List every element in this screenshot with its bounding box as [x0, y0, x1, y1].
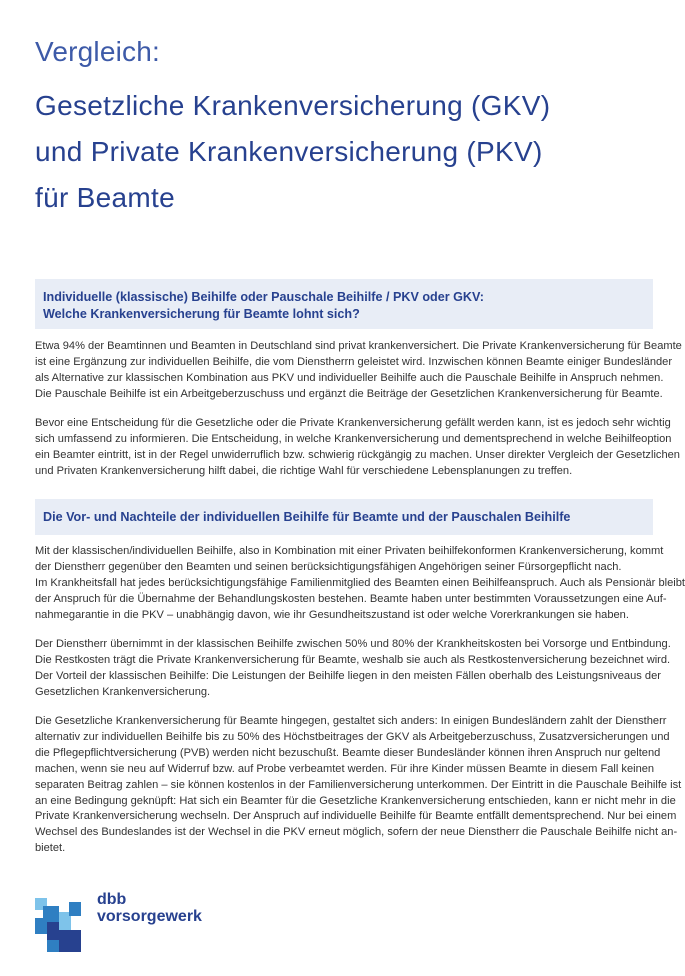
text-line: Der Vorteil der klassischen Beihilfe: Die Leistungen der Beihilfe liegen in den meisten Fällen oberhalb des Leistungsniveaus der — [35, 669, 661, 682]
section-1-paragraph-2 — [35, 416, 680, 480]
text-line: Der Dienstherr übernimmt in der klassischen Beihilfe zwischen 50% und 80% der Krankheitskosten bei Vorsorge und Entbindung. — [35, 638, 671, 650]
section-2-paragraph-1 — [35, 544, 685, 624]
text-line: Die Pauschale Beihilfe ist ein Arbeitgeberzuschuss und ergänzt die Beiträge der Gesetzlichen Krankenversicherung für Beamte. — [35, 387, 663, 400]
text-line: Gesetzlichen Krankenversicherung. — [35, 685, 211, 698]
text-line: Die Restkosten trägt die Private Krankenversicherung für Beamte, weshalb sie auch als Restkostenversicherung bezeichnet wird. — [35, 653, 671, 666]
section-1-heading-line-2: Welche Krankenversicherung für Beamte lohnt sich? — [43, 306, 360, 321]
text-line: ein Beamter eintritt, ist in der Regel unwiderruflich bzw. schwierig rückgängig zu machen. Unser direkter Vergleich der Gesetzlichen — [35, 448, 680, 461]
text-line: sich umfassend zu informieren. Die Entscheidung, in welche Krankenversicherung und dementsprechend in welche Beihilfeoption — [35, 432, 672, 445]
text-line: der Anspruch für die Übernahme der Behandlungskosten bestehen. Beamte haben unter bestimmten Voraussetzungen eine Auf- — [35, 592, 667, 605]
text-line: an eine Bedingung geknüpft: Hat sich ein Beamter für die Gesetzliche Krankenversicherung entschieden, kann er nicht mehr in die — [35, 794, 676, 807]
page-title-line-2: und Private Krankenversicherung (PKV) — [35, 136, 543, 167]
section-2-paragraph-2 — [35, 637, 671, 701]
logo-line-2: vorsorgewerk — [97, 908, 202, 925]
section-1-paragraph-1 — [35, 339, 682, 403]
text-line: Etwa 94% der Beamtinnen und Beamten in Deutschland sind privat krankenversichert. Die Private Krankenversicherung für Beamte — [35, 340, 682, 352]
text-line: alternativ zur individuellen Beihilfe bis zu 50% des Höchstbeitrages der GKV als Arbeitgeberzuschuss, Zusatzversicherungen und — [35, 730, 670, 743]
text-line: Wechsel des Bundeslandes ist der Wechsel in die PKV erneut möglich, sofern der neue Dienstherr die Pauschale Beihilfe nicht an- — [35, 826, 678, 839]
section-2-paragraph-3 — [35, 714, 682, 857]
section-2-heading-text: Die Vor- und Nachteile der individuellen Beihilfe für Beamte und der Pauschalen Beihilfe — [43, 510, 571, 524]
text-line: Im Krankheitsfall hat jedes berücksichtigungsfähige Familienmitglied des Beamten einen Beihilfeanspruch. Auch als Pensionär bleibt — [35, 576, 685, 589]
text-line: ist eine Ergänzung zur individuellen Beihilfe, die vom Dienstherrn geleistet wird. Inzwischen können Beamte einiger Bundesländer — [35, 355, 673, 368]
section-1-heading — [35, 279, 653, 329]
text-line: separaten Beitrag zahlen – sie können kostenlos in der Familienversicherung unterkommen. Der Eintritt in die Pauschale Beihilfe ist — [35, 778, 682, 791]
text-line: Bevor eine Entscheidung für die Gesetzliche oder die Private Krankenversicherung gefällt werden kann, ist es jedoch sehr wichtig — [35, 417, 671, 429]
text-line: und Privaten Krankenversicherung hilft dabei, die richtige Wahl für verschiedene Lebensplanungen zu treffen. — [35, 464, 573, 477]
section-1-heading-line-1: Individuelle (klassische) Beihilfe oder Pauschale Beihilfe / PKV oder GKV: — [43, 290, 484, 304]
text-line: bietet. — [35, 842, 66, 855]
text-line: Private Krankenversicherung wechseln. Der Anspruch auf individuelle Beihilfe für Beamte entfällt dementsprechend. Nur bei einem — [35, 810, 677, 823]
text-line: der Dienstherr gegenüber den Beamten und seinen berücksichtigungsfähigen Angehörigen seiner Fürsorgepflicht nach. — [35, 560, 622, 573]
text-line: Mit der klassischen/individuellen Beihilfe, also in Kombination mit einer Privaten beihilfekonformen Krankenversicherung, kommt — [35, 545, 664, 557]
text-line: Die Gesetzliche Krankenversicherung für Beamte hingegen, gestaltet sich anders: In einigen Bundesländern zahlt der Dienstherr — [35, 715, 667, 727]
page-title-line-3: für Beamte — [35, 182, 175, 213]
text-line: die Pflegepflichtversicherung (PVB) werden nicht bezuschußt. Beamte dieser Bundesländer können ihren Anspruch nur geltend — [35, 746, 661, 759]
logo-wordmark — [97, 891, 202, 925]
text-line: als Alternative zur klassischen Kombination aus PKV und individueller Beihilfe auch die Pauschale Beihilfe in Anspruch nehmen. — [35, 371, 664, 384]
page-title-line-1: Gesetzliche Krankenversicherung (GKV) — [35, 90, 551, 121]
section-2-heading — [35, 499, 653, 535]
page-title-kicker: Vergleich: — [35, 36, 160, 67]
text-line: nahmegarantie in die PKV – unabhängig davon, wie ihr Gesundheitszustand ist oder welche Vorerkrankungen sie haben. — [35, 608, 629, 621]
text-line: machen, wenn sie neu auf Widerruf bzw. auf Probe verbeamtet werden. Für ihre Kinder müssen Beamte in diesem Fall keinen — [35, 762, 655, 775]
logo-line-1: dbb — [97, 891, 127, 908]
